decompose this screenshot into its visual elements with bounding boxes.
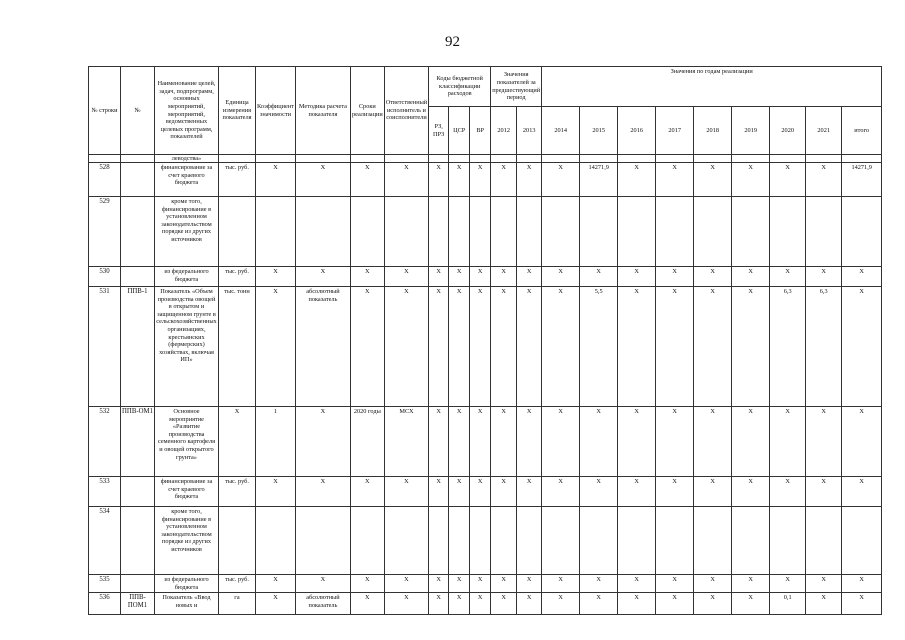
row-number: 531 xyxy=(89,287,121,407)
value-2018: Х xyxy=(694,477,732,507)
responsible-cell xyxy=(384,197,428,267)
terms-cell: Х xyxy=(350,267,384,287)
header-years: Значения по годам реализации xyxy=(542,67,882,107)
value-2020: Х xyxy=(770,267,806,287)
value-total: Х xyxy=(842,477,882,507)
value-2021 xyxy=(806,197,842,267)
indicator-name: кроме того, финансирование в установленном законодательством порядке из других источников xyxy=(155,197,219,267)
unit-cell xyxy=(219,507,256,575)
header-code-rz: РЗ, ПРЗ xyxy=(429,107,449,155)
coef-cell: Х xyxy=(256,575,296,593)
method-cell: Х xyxy=(295,575,350,593)
indicator-name: из федерального бюджета xyxy=(155,575,219,593)
table-row xyxy=(89,575,882,593)
value-2021: Х xyxy=(806,593,842,615)
value-2020 xyxy=(770,507,806,575)
terms-cell: Х xyxy=(350,575,384,593)
coef-cell: Х xyxy=(256,477,296,507)
method-cell: абсолютный показатель xyxy=(295,593,350,615)
value-total xyxy=(842,197,882,267)
value-2018 xyxy=(694,197,732,267)
terms-cell: 2020 годы xyxy=(350,407,384,477)
coef-cell: Х xyxy=(256,267,296,287)
code-vr-cell: Х xyxy=(470,163,491,197)
value-2015 xyxy=(580,507,618,575)
row-number: 533 xyxy=(89,477,121,507)
value-2015 xyxy=(580,197,618,267)
header-2012: 2012 xyxy=(491,107,517,155)
header-terms: Сроки реализации xyxy=(350,67,384,155)
method-cell: абсолютный показатель xyxy=(295,287,350,407)
unit-cell: тыс. руб. xyxy=(219,163,256,197)
unit-cell: тыс. руб. xyxy=(219,575,256,593)
code-rz-cell: Х xyxy=(429,163,449,197)
value-2016: Х xyxy=(618,407,656,477)
value-2019: Х xyxy=(732,593,770,615)
table-row xyxy=(89,507,882,575)
value-2015: 14271,9 xyxy=(580,163,618,197)
fragment-cell xyxy=(842,155,882,163)
indicator-code: ППВ-ПОМ1 xyxy=(121,593,155,615)
responsible-cell: Х xyxy=(384,477,428,507)
fragment-cell xyxy=(449,155,470,163)
indicator-code xyxy=(121,267,155,287)
responsible-cell: Х xyxy=(384,575,428,593)
header-code-vr: ВР xyxy=(470,107,491,155)
fragment-cell xyxy=(542,155,580,163)
code-csr-cell: Х xyxy=(449,287,470,407)
indicator-name: финансирование за счет краевого бюджета xyxy=(155,163,219,197)
method-cell xyxy=(295,197,350,267)
fragment-cell xyxy=(770,155,806,163)
code-csr-cell xyxy=(449,507,470,575)
code-vr-cell xyxy=(470,197,491,267)
table-row xyxy=(89,477,882,507)
value-2012: Х xyxy=(491,407,517,477)
value-2014: Х xyxy=(542,593,580,615)
value-total: Х xyxy=(842,575,882,593)
value-2016: Х xyxy=(618,287,656,407)
header-2019: 2019 xyxy=(732,107,770,155)
value-2018: Х xyxy=(694,593,732,615)
value-2017: Х xyxy=(656,477,694,507)
value-2020: 6,3 xyxy=(770,287,806,407)
terms-cell: Х xyxy=(350,477,384,507)
table-row xyxy=(89,197,882,267)
row-number: 535 xyxy=(89,575,121,593)
value-2019: Х xyxy=(732,477,770,507)
terms-cell: Х xyxy=(350,287,384,407)
code-csr-cell: Х xyxy=(449,407,470,477)
fragment-cell xyxy=(580,155,618,163)
row-number: 528 xyxy=(89,163,121,197)
code-vr-cell: Х xyxy=(470,477,491,507)
value-2015: Х xyxy=(580,407,618,477)
value-total: Х xyxy=(842,407,882,477)
row-number: 530 xyxy=(89,267,121,287)
value-2018 xyxy=(694,507,732,575)
fragment-cell xyxy=(618,155,656,163)
header-code-csr: ЦСР xyxy=(449,107,470,155)
indicator-name: из федерального бюджета xyxy=(155,267,219,287)
unit-cell xyxy=(219,197,256,267)
code-rz-cell: Х xyxy=(429,477,449,507)
value-2013: Х xyxy=(517,477,542,507)
value-2020: Х xyxy=(770,407,806,477)
header-2018: 2018 xyxy=(694,107,732,155)
indicator-name: Показатель «Ввод новых и xyxy=(155,593,219,615)
value-2012 xyxy=(491,507,517,575)
row-number: 529 xyxy=(89,197,121,267)
row-number: 532 xyxy=(89,407,121,477)
value-2016 xyxy=(618,197,656,267)
responsible-cell: Х xyxy=(384,163,428,197)
method-cell: Х xyxy=(295,163,350,197)
value-2017 xyxy=(656,507,694,575)
method-cell: Х xyxy=(295,267,350,287)
value-2012: Х xyxy=(491,575,517,593)
value-2016: Х xyxy=(618,267,656,287)
unit-cell: тыс. руб. xyxy=(219,267,256,287)
value-2016: Х xyxy=(618,575,656,593)
indicator-code xyxy=(121,197,155,267)
code-vr-cell: Х xyxy=(470,575,491,593)
value-total: Х xyxy=(842,267,882,287)
responsible-cell: Х xyxy=(384,593,428,615)
method-cell: Х xyxy=(295,477,350,507)
header-prev: Значения показателей за предшествующий период xyxy=(491,67,542,107)
fragment-cell xyxy=(256,155,296,163)
header-coef: Коэффициент значимости xyxy=(256,67,296,155)
coef-cell: Х xyxy=(256,163,296,197)
coef-cell xyxy=(256,197,296,267)
value-2015: Х xyxy=(580,477,618,507)
terms-cell: Х xyxy=(350,163,384,197)
header-no: № xyxy=(121,67,155,155)
indicator-code xyxy=(121,163,155,197)
method-cell: Х xyxy=(295,407,350,477)
value-2015: 5,5 xyxy=(580,287,618,407)
unit-cell: га xyxy=(219,593,256,615)
value-2012: Х xyxy=(491,287,517,407)
code-vr-cell: Х xyxy=(470,267,491,287)
value-2021: Х xyxy=(806,477,842,507)
fragment-cell xyxy=(219,155,256,163)
indicator-code xyxy=(121,507,155,575)
value-2020: Х xyxy=(770,575,806,593)
value-2016 xyxy=(618,507,656,575)
code-vr-cell: Х xyxy=(470,287,491,407)
fragment-cell xyxy=(384,155,428,163)
value-2014: Х xyxy=(542,477,580,507)
value-2017: Х xyxy=(656,575,694,593)
terms-cell xyxy=(350,507,384,575)
fragment-cell xyxy=(350,155,384,163)
coef-cell xyxy=(256,507,296,575)
indicators-table xyxy=(88,66,882,615)
value-total: 14271,9 xyxy=(842,163,882,197)
header-name: Наименование целей, задач, подпрограмм, основных мероприятий, мероприятий, ведомственных целевых программ, показателей xyxy=(155,67,219,155)
fragment-cell xyxy=(429,155,449,163)
value-2019: Х xyxy=(732,267,770,287)
indicator-name: Показатель «Объем производства овощей в открытом и защищенном грунте в сельскохозяйственных организациях, крестьянских (фермерских) хозяйствах, включая ИП» xyxy=(155,287,219,407)
code-rz-cell: Х xyxy=(429,575,449,593)
value-2021: Х xyxy=(806,407,842,477)
indicator-name: Основное мероприятие «Развитие производства семенного картофеля и овощей открытого грунта» xyxy=(155,407,219,477)
table-row xyxy=(89,267,882,287)
terms-cell: Х xyxy=(350,593,384,615)
method-cell xyxy=(295,507,350,575)
value-2017: Х xyxy=(656,407,694,477)
value-2018: Х xyxy=(694,163,732,197)
indicator-code: ППВ-ОМ1 xyxy=(121,407,155,477)
value-2013: Х xyxy=(517,593,542,615)
page-number: 92 xyxy=(445,34,460,50)
value-total xyxy=(842,507,882,575)
fragment-cell xyxy=(656,155,694,163)
table-row xyxy=(89,593,882,615)
responsible-cell: Х xyxy=(384,287,428,407)
value-2019: Х xyxy=(732,407,770,477)
value-2021 xyxy=(806,507,842,575)
value-2020 xyxy=(770,197,806,267)
code-vr-cell xyxy=(470,507,491,575)
value-2019 xyxy=(732,507,770,575)
header-2015: 2015 xyxy=(580,107,618,155)
value-2019: Х xyxy=(732,575,770,593)
value-2012: Х xyxy=(491,593,517,615)
value-2021: Х xyxy=(806,267,842,287)
indicator-code: ППВ-1 xyxy=(121,287,155,407)
value-2014: Х xyxy=(542,267,580,287)
value-2014: Х xyxy=(542,287,580,407)
table-row xyxy=(89,287,882,407)
fragment-cell xyxy=(470,155,491,163)
header-method: Методика расчета показателя xyxy=(295,67,350,155)
code-rz-cell: Х xyxy=(429,267,449,287)
value-2012: Х xyxy=(491,267,517,287)
value-2016: Х xyxy=(618,593,656,615)
value-2015: Х xyxy=(580,575,618,593)
responsible-cell xyxy=(384,507,428,575)
continued-name-fragment: леводства» xyxy=(155,155,219,163)
value-2020: 0,1 xyxy=(770,593,806,615)
value-2021: Х xyxy=(806,575,842,593)
value-total: Х xyxy=(842,287,882,407)
code-rz-cell xyxy=(429,507,449,575)
indicator-code xyxy=(121,575,155,593)
value-2014: Х xyxy=(542,407,580,477)
code-rz-cell: Х xyxy=(429,287,449,407)
code-rz-cell: Х xyxy=(429,593,449,615)
table-row xyxy=(89,407,882,477)
value-2012 xyxy=(491,197,517,267)
code-csr-cell: Х xyxy=(449,477,470,507)
header-total: итого xyxy=(842,107,882,155)
code-csr-cell: Х xyxy=(449,593,470,615)
fragment-cell xyxy=(121,155,155,163)
value-2020: Х xyxy=(770,163,806,197)
value-2013: Х xyxy=(517,163,542,197)
header-responsible: Ответственный исполнитель и соисполнители xyxy=(384,67,428,155)
value-2013: Х xyxy=(517,287,542,407)
code-csr-cell: Х xyxy=(449,575,470,593)
value-2018: Х xyxy=(694,267,732,287)
unit-cell: тыс. тонн xyxy=(219,287,256,407)
value-2017: Х xyxy=(656,287,694,407)
value-2013 xyxy=(517,507,542,575)
responsible-cell: Х xyxy=(384,267,428,287)
value-2014: Х xyxy=(542,575,580,593)
value-2019: Х xyxy=(732,163,770,197)
value-2017: Х xyxy=(656,163,694,197)
value-2018: Х xyxy=(694,575,732,593)
value-2014 xyxy=(542,197,580,267)
header-2017: 2017 xyxy=(656,107,694,155)
code-csr-cell: Х xyxy=(449,267,470,287)
unit-cell: Х xyxy=(219,407,256,477)
row-number: 534 xyxy=(89,507,121,575)
indicator-name: финансирование за счет краевого бюджета xyxy=(155,477,219,507)
fragment-cell xyxy=(295,155,350,163)
indicator-code xyxy=(121,477,155,507)
fragment-cell xyxy=(806,155,842,163)
fragment-cell xyxy=(491,155,517,163)
header-2013: 2013 xyxy=(517,107,542,155)
row-number: 536 xyxy=(89,593,121,615)
header-2021: 2021 xyxy=(806,107,842,155)
code-csr-cell xyxy=(449,197,470,267)
header-unit: Единица измерения показателя xyxy=(219,67,256,155)
value-2015: Х xyxy=(580,267,618,287)
unit-cell: тыс. руб. xyxy=(219,477,256,507)
coef-cell: 1 xyxy=(256,407,296,477)
value-2015: Х xyxy=(580,593,618,615)
value-2012: Х xyxy=(491,477,517,507)
value-2014: Х xyxy=(542,163,580,197)
code-rz-cell: Х xyxy=(429,407,449,477)
value-2016: Х xyxy=(618,477,656,507)
fragment-cell xyxy=(694,155,732,163)
code-vr-cell: Х xyxy=(470,593,491,615)
code-vr-cell: Х xyxy=(470,407,491,477)
value-2013: Х xyxy=(517,407,542,477)
coef-cell: Х xyxy=(256,287,296,407)
header-2016: 2016 xyxy=(618,107,656,155)
value-2018: Х xyxy=(694,287,732,407)
value-2021: Х xyxy=(806,163,842,197)
header-2020: 2020 xyxy=(770,107,806,155)
value-2019: Х xyxy=(732,287,770,407)
value-2021: 6,3 xyxy=(806,287,842,407)
value-total: Х xyxy=(842,593,882,615)
value-2013 xyxy=(517,197,542,267)
code-csr-cell: Х xyxy=(449,163,470,197)
value-2018: Х xyxy=(694,407,732,477)
value-2017 xyxy=(656,197,694,267)
header-codes: Коды бюджетной классификации расходов xyxy=(429,67,491,107)
value-2020: Х xyxy=(770,477,806,507)
value-2016: Х xyxy=(618,163,656,197)
table-row xyxy=(89,163,882,197)
value-2013: Х xyxy=(517,575,542,593)
indicator-name: кроме того, финансирование в установленном законодательством порядке из других источников xyxy=(155,507,219,575)
value-2017: Х xyxy=(656,267,694,287)
fragment-cell xyxy=(732,155,770,163)
header-row-no: № строки xyxy=(89,67,121,155)
responsible-cell: МСХ xyxy=(384,407,428,477)
terms-cell xyxy=(350,197,384,267)
code-rz-cell xyxy=(429,197,449,267)
fragment-cell xyxy=(517,155,542,163)
value-2019 xyxy=(732,197,770,267)
fragment-cell xyxy=(89,155,121,163)
value-2013: Х xyxy=(517,267,542,287)
value-2012: Х xyxy=(491,163,517,197)
value-2014 xyxy=(542,507,580,575)
header-2014: 2014 xyxy=(542,107,580,155)
value-2017: Х xyxy=(656,593,694,615)
coef-cell: Х xyxy=(256,593,296,615)
